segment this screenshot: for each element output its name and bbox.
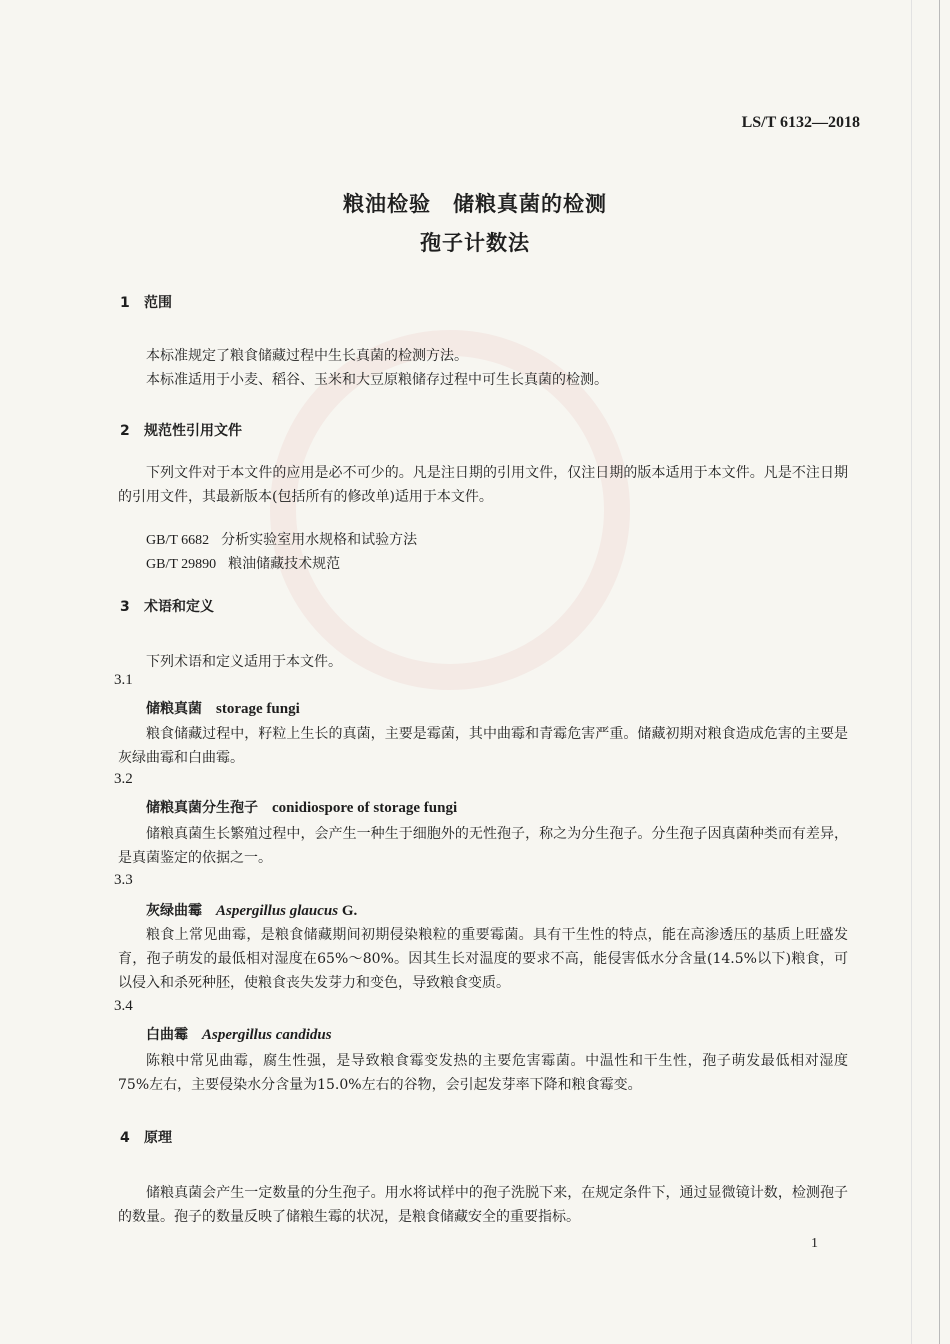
term-definition: 陈粮中常见曲霉，腐生性强，是导致粮食霉变发热的主要危害霉菌。中温性和干生性，孢子萌发最低相对湿度75%左右，主要侵染水分含量为15.0%左右的谷物，会引起发芽率下降和粮食霉变。 <box>118 1053 848 1093</box>
term-definition: 粮食上常见曲霉，是粮食储藏期间初期侵染粮粒的重要霉菌。具有干生性的特点，能在高渗透压的基质上旺盛发育，孢子萌发的最低相对湿度在65%～80%。因其生长对温度的要求不高，能侵害低水分含量(14.5%以下)粮食，可以侵入和杀死种胚，使粮食丧失发芽力和变色，导致粮食变质。 <box>118 927 848 991</box>
standard-code: LS/T 6132—2018 <box>741 114 860 131</box>
term-number: 3.1 <box>114 672 133 688</box>
normative-reference: GB/T 29890 粮油储藏技术规范 <box>146 556 341 572</box>
document-title: 粮油检验 储粮真菌的检测 <box>343 192 607 216</box>
term-heading: 储粮真菌分生孢子 conidiospore of storage fungi <box>146 800 458 816</box>
paragraph: 本标准适用于小麦、稻谷、玉米和大豆原粮储存过程中可生长真菌的检测。 <box>146 372 608 388</box>
paragraph: 储粮真菌会产生一定数量的分生孢子。用水将试样中的孢子洗脱下来，在规定条件下，通过显微镜计数，检测孢子的数量。孢子的数量反映了储粮生霉的状况，是粮食储藏安全的重要指标。 <box>118 1185 848 1225</box>
paragraph: 下列术语和定义适用于本文件。 <box>146 654 342 670</box>
section-heading: 4 原理 <box>120 1130 172 1146</box>
paragraph: 下列文件对于本文件的应用是必不可少的。凡是注日期的引用文件，仅注日期的版本适用于本文件。凡是不注日期的引用文件，其最新版本(包括所有的修改单)适用于本文件。 <box>118 465 848 505</box>
term-number: 3.2 <box>114 771 133 787</box>
normative-reference: GB/T 6682 分析实验室用水规格和试验方法 <box>146 532 418 548</box>
term-definition: 粮食储藏过程中，籽粒上生长的真菌，主要是霉菌，其中曲霉和青霉危害严重。储藏初期对粮食造成危害的主要是灰绿曲霉和白曲霉。 <box>118 726 848 766</box>
term-heading: 储粮真菌 storage fungi <box>146 701 300 717</box>
paragraph: 本标准规定了粮食储藏过程中生长真菌的检测方法。 <box>146 348 468 364</box>
term-number: 3.4 <box>114 998 133 1014</box>
section-heading: 2 规范性引用文件 <box>120 423 242 439</box>
document-subtitle: 孢子计数法 <box>420 231 530 255</box>
term-heading: 灰绿曲霉 Aspergillus glaucus G. <box>146 903 358 919</box>
term-number: 3.3 <box>114 872 133 888</box>
term-definition: 储粮真菌生长繁殖过程中，会产生一种生于细胞外的无性孢子，称之为分生孢子。分生孢子因真菌种类而有差异，是真菌鉴定的依据之一。 <box>118 826 848 866</box>
page-number: 1 <box>811 1236 818 1251</box>
section-heading: 1 范围 <box>120 295 172 311</box>
section-heading: 3 术语和定义 <box>120 599 214 615</box>
term-heading: 白曲霉 Aspergillus candidus <box>146 1027 332 1043</box>
